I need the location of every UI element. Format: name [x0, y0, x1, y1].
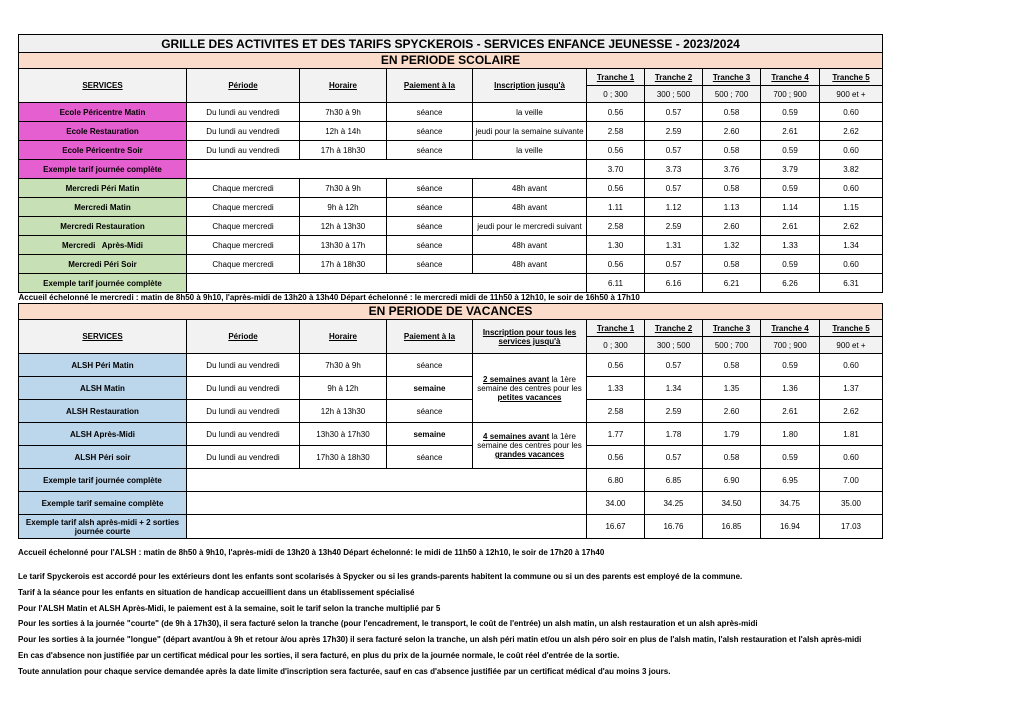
tranche-range: 700 ; 900 — [761, 86, 820, 103]
footnote: En cas d'absence non justifiée par un certificat médical pour les sorties, il sera facturé, en plus du prix de la journée normale, le coût réel d'entrée de la sortie. — [18, 650, 620, 660]
table-row — [19, 198, 883, 217]
empty-cell — [187, 515, 587, 539]
tranche-range: 500 ; 700 — [703, 337, 761, 354]
service-name: Mercredi Péri Matin — [19, 179, 187, 198]
exemple-label: Exemple tarif alsh après-midi + 2 sorties journée courte — [19, 515, 187, 539]
service-name: ALSH Restauration — [19, 400, 187, 423]
tarif-cell: 2.59 — [645, 122, 703, 141]
tarif-cell: 2.58 — [587, 122, 645, 141]
periode-cell: Du lundi au vendredi — [187, 122, 300, 141]
paiement-cell: séance — [387, 198, 473, 217]
tranche-range: 700 ; 900 — [761, 337, 820, 354]
periode-cell: Du lundi au vendredi — [187, 400, 300, 423]
tranche-header: Tranche 2 — [645, 69, 703, 86]
empty-cell — [187, 160, 587, 179]
periode-cell: Du lundi au vendredi — [187, 446, 300, 469]
tarif-cell: 1.80 — [761, 423, 820, 446]
tarif-cell: 2.59 — [645, 400, 703, 423]
horaire-cell: 9h à 12h — [300, 198, 387, 217]
tarif-cell: 2.62 — [820, 122, 883, 141]
horaire-cell: 12h à 14h — [300, 122, 387, 141]
tarif-cell: 6.80 — [587, 469, 645, 492]
table-row — [19, 179, 883, 198]
periode-cell: Du lundi au vendredi — [187, 377, 300, 400]
col-header-paiement: Paiement à la — [387, 320, 473, 354]
paiement-cell: séance — [387, 217, 473, 236]
inscription-grandes-bold2: grandes vacances — [494, 450, 565, 459]
service-name: Ecole Péricentre Matin — [19, 103, 187, 122]
horaire-cell: 17h à 18h30 — [300, 141, 387, 160]
tarif-cell: 34.50 — [703, 492, 761, 515]
tarif-cell: 6.16 — [645, 274, 703, 293]
tranche-range: 300 ; 500 — [645, 86, 703, 103]
tarif-cell: 2.59 — [645, 217, 703, 236]
inscription-cell: 48h avant — [473, 255, 587, 274]
tarif-cell: 0.58 — [703, 141, 761, 160]
table-row — [19, 255, 883, 274]
tarif-cell: 1.34 — [645, 377, 703, 400]
empty-cell — [187, 492, 587, 515]
horaire-cell: 17h30 à 18h30 — [300, 446, 387, 469]
tranche-range: 900 et + — [820, 86, 883, 103]
horaire-cell: 12h à 13h30 — [300, 400, 387, 423]
inscription-grandes-text: la 1ère semaine des centres pour les — [477, 432, 582, 450]
tarif-cell: 2.61 — [761, 122, 820, 141]
exemple-row — [19, 492, 883, 515]
periode-cell: Du lundi au vendredi — [187, 103, 300, 122]
tranche-header: Tranche 1 — [587, 69, 645, 86]
tarif-cell: 6.31 — [820, 274, 883, 293]
tarif-cell: 0.56 — [587, 354, 645, 377]
exemple-row — [19, 515, 883, 539]
tarif-cell: 3.79 — [761, 160, 820, 179]
tarif-cell: 1.81 — [820, 423, 883, 446]
tarif-cell: 6.11 — [587, 274, 645, 293]
tranche-range: 500 ; 700 — [703, 86, 761, 103]
empty-cell — [187, 274, 587, 293]
tariff-table — [18, 34, 883, 539]
tarif-cell: 6.26 — [761, 274, 820, 293]
tarif-cell: 0.59 — [761, 446, 820, 469]
tarif-cell: 6.21 — [703, 274, 761, 293]
tarif-cell: 2.62 — [820, 400, 883, 423]
tranche-header: Tranche 3 — [703, 320, 761, 337]
horaire-cell: 7h30 à 9h — [300, 179, 387, 198]
tarif-cell: 1.14 — [761, 198, 820, 217]
tarif-cell: 16.67 — [587, 515, 645, 539]
tarif-cell: 1.77 — [587, 423, 645, 446]
footnote-accueil-alsh: Accueil échelonné pour l'ALSH : matin de 8h50 à 9h10, l'après-midi de 13h20 à 13h40 Départ échelonné: le midi de 11h50 à 12h10, le soir de 17h20 à 17h40 — [18, 548, 605, 557]
horaire-cell: 12h à 13h30 — [300, 217, 387, 236]
inscription-cell: jeudi pour la semaine suivante — [473, 122, 587, 141]
tarif-cell: 0.59 — [761, 103, 820, 122]
tarif-cell: 35.00 — [820, 492, 883, 515]
tarif-cell: 3.70 — [587, 160, 645, 179]
tarif-cell: 34.75 — [761, 492, 820, 515]
table-row — [19, 377, 883, 400]
tarif-cell: 0.59 — [761, 179, 820, 198]
tarif-cell: 2.58 — [587, 217, 645, 236]
tarif-cell: 3.73 — [645, 160, 703, 179]
periode-cell: Chaque mercredi — [187, 217, 300, 236]
paiement-cell: séance — [387, 103, 473, 122]
tarif-cell: 0.60 — [820, 103, 883, 122]
paiement-cell: séance — [387, 354, 473, 377]
tarif-cell: 0.57 — [645, 354, 703, 377]
table-row — [19, 122, 883, 141]
tarif-cell: 0.56 — [587, 179, 645, 198]
tarif-cell: 0.59 — [761, 354, 820, 377]
service-name: Ecole Restauration — [19, 122, 187, 141]
inscription-petites-bold2: petites vacances — [497, 392, 562, 402]
tariff-grid — [18, 34, 882, 539]
tranche-header: Tranche 4 — [761, 320, 820, 337]
inscription-petites-bold: 2 semaines avant — [483, 374, 550, 384]
tarif-cell: 0.60 — [820, 354, 883, 377]
tarif-cell: 7.00 — [820, 469, 883, 492]
tarif-cell: 1.13 — [703, 198, 761, 217]
tarif-cell: 2.60 — [703, 400, 761, 423]
footnote: Pour l'ALSH Matin et ALSH Après-Midi, le paiement est à la semaine, soit le tarif selon la tranche multiplié par 5 — [18, 603, 441, 613]
exemple-label: Exemple tarif semaine complète — [19, 492, 187, 515]
tranche-header: Tranche 2 — [645, 320, 703, 337]
exemple-label: Exemple tarif journée complète — [19, 274, 187, 293]
tarif-cell: 0.57 — [645, 446, 703, 469]
inscription-petites-vacances — [473, 354, 587, 423]
col-header-periode: Période — [187, 69, 300, 103]
tarif-cell: 0.58 — [703, 446, 761, 469]
inscription-cell: 48h avant — [473, 198, 587, 217]
footnote: Pour les sorties à la journée "longue" (départ avant/ou à 9h et retour à/ou après 17h30) il sera facturé selon la tranche, un alsh péri matin et/ou un alsh péro soir en plus de l'alsh matin, l'alsh restauration et l'alsh après-midi — [18, 635, 862, 645]
tarif-cell: 2.61 — [761, 400, 820, 423]
tranche-header: Tranche 5 — [820, 320, 883, 337]
periode-cell: Chaque mercredi — [187, 179, 300, 198]
tarif-cell: 0.57 — [645, 255, 703, 274]
tranche-range: 300 ; 500 — [645, 337, 703, 354]
col-header-services: SERVICES — [19, 320, 187, 354]
tarif-cell: 0.60 — [820, 179, 883, 198]
col-header-horaire: Horaire — [300, 320, 387, 354]
note-mercredi: Accueil échelonné le mercredi : matin de 8h50 à 9h10, l'après-midi de 13h20 à 13h40 Départ échelonné : le mercredi midi de 11h50 à 12h10, le soir de 16h50 à 17h10 — [18, 293, 640, 302]
tarif-cell: 0.56 — [587, 103, 645, 122]
tarif-cell: 17.03 — [820, 515, 883, 539]
col-header-periode: Période — [187, 320, 300, 354]
paiement-cell: séance — [387, 400, 473, 423]
exemple-row — [19, 274, 883, 293]
table-row — [19, 103, 883, 122]
inscription-grandes-bold: 4 semaines avant — [483, 432, 550, 441]
tarif-cell: 1.34 — [820, 236, 883, 255]
tarif-cell: 1.37 — [820, 377, 883, 400]
inscription-cell: la veille — [473, 103, 587, 122]
table-row — [19, 400, 883, 423]
tarif-cell: 1.31 — [645, 236, 703, 255]
tarif-cell: 2.61 — [761, 217, 820, 236]
periode-cell: Chaque mercredi — [187, 198, 300, 217]
tarif-cell: 1.33 — [587, 377, 645, 400]
col-header-paiement: Paiement à la — [387, 69, 473, 103]
tarif-cell: 1.78 — [645, 423, 703, 446]
inscription-petites-text: la 1ère semaine des centres pour les — [477, 374, 582, 393]
periode-cell: Du lundi au vendredi — [187, 354, 300, 377]
periode-cell: Chaque mercredi — [187, 236, 300, 255]
tarif-cell: 0.58 — [703, 103, 761, 122]
tarif-cell: 1.15 — [820, 198, 883, 217]
paiement-cell: séance — [387, 236, 473, 255]
tarif-cell: 2.62 — [820, 217, 883, 236]
tarif-cell: 0.60 — [820, 255, 883, 274]
tarif-cell: 6.90 — [703, 469, 761, 492]
paiement-cell: semaine — [387, 423, 473, 446]
tarif-cell: 34.25 — [645, 492, 703, 515]
table-row — [19, 141, 883, 160]
tarif-cell: 0.56 — [587, 446, 645, 469]
col-header-inscription: Inscription jusqu'à — [473, 69, 587, 103]
tarif-cell: 3.82 — [820, 160, 883, 179]
tarif-cell: 1.35 — [703, 377, 761, 400]
table-row — [19, 236, 883, 255]
service-name: Mercredi Matin — [19, 198, 187, 217]
tarif-cell: 0.58 — [703, 255, 761, 274]
paiement-cell: séance — [387, 122, 473, 141]
col-header-inscription: Inscription pour tous les services jusqu'à — [473, 320, 587, 354]
tarif-cell: 1.79 — [703, 423, 761, 446]
tranche-range: 900 et + — [820, 337, 883, 354]
tranche-header: Tranche 3 — [703, 69, 761, 86]
inscription-cell: 48h avant — [473, 179, 587, 198]
paiement-cell: séance — [387, 255, 473, 274]
footnote: Tarif à la séance pour les enfants en situation de handicap accueillient dans un établissement spécialisé — [18, 587, 415, 597]
col-header-horaire: Horaire — [300, 69, 387, 103]
tarif-cell: 0.57 — [645, 103, 703, 122]
empty-cell — [187, 469, 587, 492]
tarif-cell: 0.58 — [703, 179, 761, 198]
tarif-cell: 6.85 — [645, 469, 703, 492]
tarif-cell: 2.60 — [703, 217, 761, 236]
exemple-label: Exemple tarif journée complète — [19, 160, 187, 179]
service-name: ALSH Après-Midi — [19, 423, 187, 446]
horaire-cell: 17h à 18h30 — [300, 255, 387, 274]
footnotes — [18, 548, 1008, 683]
tarif-cell: 1.11 — [587, 198, 645, 217]
tranche-header: Tranche 1 — [587, 320, 645, 337]
footnote: Le tarif Spyckerois est accordé pour les extérieurs dont les enfants sont scolarisés à Spycker ou si les grands-parents habitent la commune ou si un des parents est employé de la commune. — [18, 572, 743, 581]
tarif-cell: 0.56 — [587, 141, 645, 160]
paiement-cell: semaine — [387, 377, 473, 400]
tarif-cell: 6.95 — [761, 469, 820, 492]
inscription-cell: 48h avant — [473, 236, 587, 255]
section-heading-vacances: EN PERIODE DE VACANCES — [19, 304, 883, 320]
service-name: Mercredi Après-Midi — [19, 236, 187, 255]
tarif-cell: 34.00 — [587, 492, 645, 515]
service-name: ALSH Péri soir — [19, 446, 187, 469]
service-name: Mercredi Restauration — [19, 217, 187, 236]
tranche-header: Tranche 4 — [761, 69, 820, 86]
footnote: Toute annulation pour chaque service demandée après la date limite d'inscription sera facturée, sauf en cas d'absence justifiée par un certificat médical d'au moins 3 jours. — [18, 666, 671, 676]
tarif-cell: 1.12 — [645, 198, 703, 217]
tarif-cell: 2.60 — [703, 122, 761, 141]
tarif-cell: 1.32 — [703, 236, 761, 255]
tarif-cell: 1.30 — [587, 236, 645, 255]
horaire-cell: 7h30 à 9h — [300, 103, 387, 122]
footnote: Pour les sorties à la journée "courte" (de 9h à 17h30), il sera facturé selon la tranche (pour l'encadrement, le transport, le coût de l'entrée) un alsh matin, un alsh restauration et un alsh après-midi — [18, 619, 758, 629]
tranche-range: 0 ; 300 — [587, 337, 645, 354]
table-row — [19, 446, 883, 469]
inscription-cell: la veille — [473, 141, 587, 160]
paiement-cell: séance — [387, 179, 473, 198]
tarif-cell: 0.60 — [820, 141, 883, 160]
tranche-range: 0 ; 300 — [587, 86, 645, 103]
periode-cell: Du lundi au vendredi — [187, 423, 300, 446]
horaire-cell: 9h à 12h — [300, 377, 387, 400]
service-name: Mercredi Péri Soir — [19, 255, 187, 274]
inscription-cell: jeudi pour le mercredi suivant — [473, 217, 587, 236]
tarif-cell: 0.57 — [645, 179, 703, 198]
tarif-cell: 16.94 — [761, 515, 820, 539]
section-heading-scolaire: EN PERIODE SCOLAIRE — [19, 53, 883, 69]
inscription-grandes-vacances — [473, 423, 587, 469]
exemple-row — [19, 160, 883, 179]
service-name: ALSH Péri Matin — [19, 354, 187, 377]
col-header-services: SERVICES — [19, 69, 187, 103]
exemple-label: Exemple tarif journée complète — [19, 469, 187, 492]
service-name: Ecole Péricentre Soir — [19, 141, 187, 160]
horaire-cell: 13h30 à 17h30 — [300, 423, 387, 446]
tarif-cell: 16.85 — [703, 515, 761, 539]
tarif-cell: 1.36 — [761, 377, 820, 400]
tarif-cell: 0.58 — [703, 354, 761, 377]
tarif-cell: 0.59 — [761, 255, 820, 274]
table-row — [19, 217, 883, 236]
tarif-cell: 0.60 — [820, 446, 883, 469]
tarif-cell: 0.57 — [645, 141, 703, 160]
periode-cell: Chaque mercredi — [187, 255, 300, 274]
exemple-row — [19, 469, 883, 492]
tarif-cell: 0.59 — [761, 141, 820, 160]
tarif-cell: 16.76 — [645, 515, 703, 539]
paiement-cell: séance — [387, 446, 473, 469]
horaire-cell: 13h30 à 17h — [300, 236, 387, 255]
periode-cell: Du lundi au vendredi — [187, 141, 300, 160]
paiement-cell: séance — [387, 141, 473, 160]
tranche-header: Tranche 5 — [820, 69, 883, 86]
tarif-cell: 0.56 — [587, 255, 645, 274]
tarif-cell: 1.33 — [761, 236, 820, 255]
service-name: ALSH Matin — [19, 377, 187, 400]
page-title: GRILLE DES ACTIVITES ET DES TARIFS SPYCKEROIS - SERVICES ENFANCE JEUNESSE - 2023/2024 — [19, 35, 883, 53]
table-row — [19, 423, 883, 446]
horaire-cell: 7h30 à 9h — [300, 354, 387, 377]
tarif-cell: 3.76 — [703, 160, 761, 179]
tarif-cell: 2.58 — [587, 400, 645, 423]
table-row — [19, 354, 883, 377]
